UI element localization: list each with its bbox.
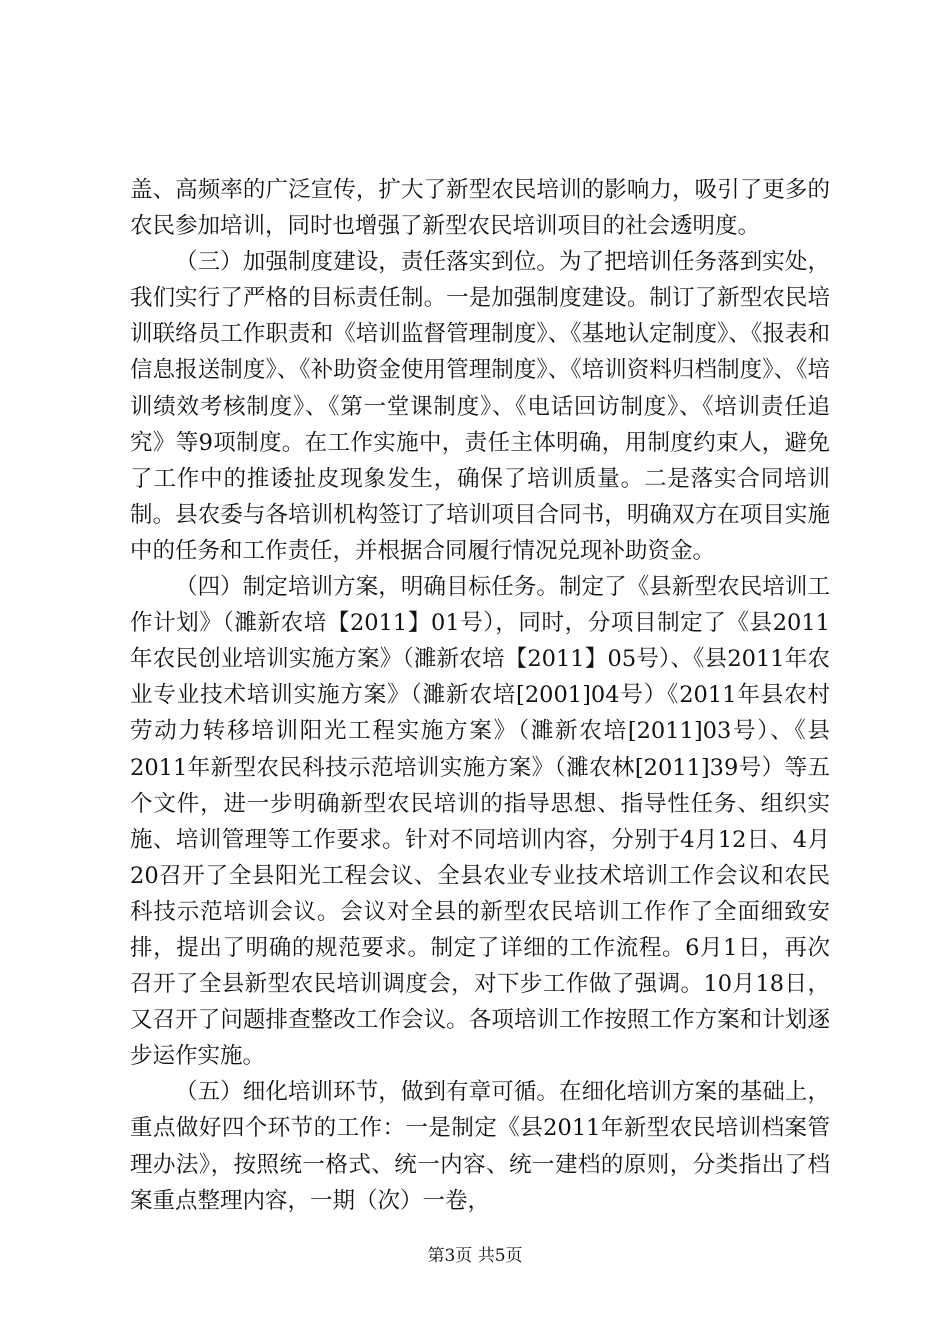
paragraph-section-4: （四）制定培训方案，明确目标任务。制定了《县新型农民培训工作计划》（濉新农培【2011】01号），同时，分项目制定了《县2011年农民创业培训实施方案》（濉新农培【2011】05号）、《县2011年农业专业技术培训实施方案》（濉新农培[2001]04号）《2011年县农村劳动力转移培训阳光工程实施方案》（濉新农培[2011]03号）、《县2011年新型农民科技示范培训实施方案》（濉农林[2011]39号）等五个文件，进一步明确新型农民培训的指导思想、指导性任务、组织实施、培训管理等工作要求。针对不同培训内容，分别于4月12日、4月20召开了全县阳光工程会议、全县农业专业技术培训工作会议和农民科技示范培训会议。会议对全县的新型农民培训工作作了全面细致安排，提出了明确的规范要求。制定了详细的工作流程。6月1日，再次召开了全县新型农民培训调度会，对下步工作做了强调。10月18日，又召开了问题排查整改工作会议。各项培训工作按照工作方案和计划逐步运作实施。: [130, 574, 830, 1070]
document-body: [130, 172, 830, 1219]
page-number-footer: 第3页 共5页: [427, 1246, 523, 1266]
paragraph-section-5: （五）细化培训环节，做到有章可循。在细化培训方案的基础上，重点做好四个环节的工作：一是制定《县2011年新型农民培训档案管理办法》，按照统一格式、统一内容、统一建档的原则，分类指出了档案重点整理内容，一期（次）一卷，: [130, 1079, 830, 1214]
paragraph-section-3: （三）加强制度建设，责任落实到位。为了把培训任务落到实处，我们实行了严格的目标责任制。一是加强制度建设。制订了新型农民培训联络员工作职责和《培训监督管理制度》、《基地认定制度》、《报表和信息报送制度》、《补助资金使用管理制度》、《培训资料归档制度》、《培训绩效考核制度》、《第一堂课制度》、《电话回访制度》、《培训责任追究》等9项制度。在工作实施中，责任主体明确，用制度约束人，避免了工作中的推诿扯皮现象发生，确保了培训质量。二是落实合同培训制。县农委与各培训机构签订了培训项目合同书，明确双方在项目实施中的任务和工作责任，并根据合同履行情况兑现补助资金。: [130, 249, 830, 564]
paragraph-continuation: 盖、高频率的广泛宣传，扩大了新型农民培训的影响力，吸引了更多的农民参加培训，同时也增强了新型农民培训项目的社会透明度。: [130, 177, 830, 240]
